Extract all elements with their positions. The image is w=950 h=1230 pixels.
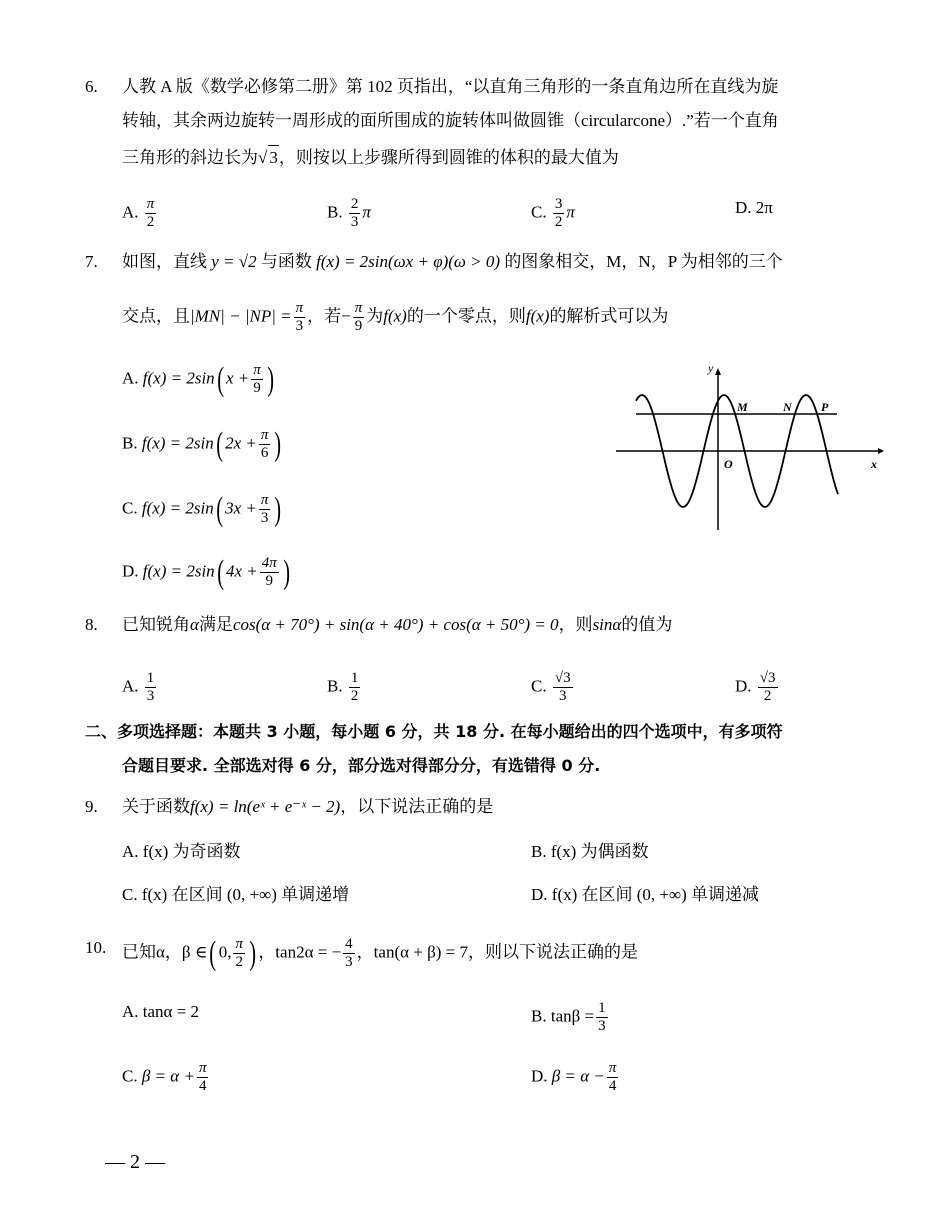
question-number: 7. (85, 252, 98, 271)
y-axis-arrow (715, 368, 721, 375)
option-a: A. tanα = 2 (122, 1002, 200, 1021)
question-text: 三角形的斜边长为√ 3，则按以上步骤所得到圆锥的体积的最大值为 (122, 145, 619, 170)
question-number: 8. (85, 615, 98, 634)
option-c: C. $\frac{√3}{3}$ (531, 670, 571, 704)
svg-text:y: y (708, 361, 714, 375)
section-heading: 二、多项选择题：本题共 3 小题，每小题 6 分，共 18 分. 在每小题给出的四个选项中，有多项符 (85, 722, 783, 741)
svg-text:O: O (724, 457, 733, 471)
option-a: A. f(x) 为奇函数 (122, 842, 241, 861)
svg-text:M: M (737, 400, 748, 414)
question-text: 关于函数f(x) = ln(eˣ + e⁻ˣ − 2)，以下说法正确的是 (122, 797, 494, 816)
option-d: D. 2π (735, 198, 773, 217)
question-number: 6. (85, 77, 98, 96)
option-c: C. f(x) 在区间 (0, +∞) 单调递增 (122, 885, 350, 904)
svg-text:N: N (783, 400, 792, 414)
section-heading: 合题目要求. 全部选对得 6 分，部分选对得部分分，有选错得 0 分. (122, 756, 601, 775)
option-c: C. f(x) = 2sin( 3x + $\frac{\pi}{3}$ ) (122, 490, 282, 528)
sine-graph-figure (600, 355, 900, 540)
option-c: C. β = α + $\frac{\pi}{4}$ (122, 1060, 207, 1094)
option-a: A. $\frac{1}{3}$ (122, 670, 155, 704)
question-text: 交点，且|MN| − |NP| = $\frac{\pi}{3}$ ，若− $\frac{\pi}{9}$ 为f(x)的一个零点，则f(x)的解析式可以为 (122, 300, 669, 334)
question-text: 人教 A 版《数学必修第二册》第 102 页指出，“以直角三角形的一条直角边所在直线为旋 (122, 77, 779, 96)
option-b: B. f(x) = 2sin( 2x + $\frac{\pi}{6}$ ) (122, 425, 282, 463)
option-c: C. $\frac{3}{2}$ π (531, 196, 575, 230)
x-axis-arrow (878, 448, 884, 454)
question-text: 转轴，其余两边旋转一周形成的面所围成的旋转体叫做圆锥（circularcone）.”若一个直角 (122, 111, 779, 130)
question-number: 9. (85, 797, 98, 816)
option-b: B. tanβ = $\frac{1}{3}$ (531, 1000, 606, 1034)
option-d: D. β = α − $\frac{\pi}{4}$ (531, 1060, 617, 1094)
page-number: — 2 — (105, 1151, 165, 1173)
question-text: 如图，直线 y = √2 与函数 f(x) = 2sin(ωx + φ)(ω > 0) 的图象相交，M，N，P 为相邻的三个 (122, 252, 783, 271)
question-text: 已知α，β ∈( 0, $\frac{\pi}{2}$ ) ，tan2α = − $\frac{4}{3}$ ，tan(α + β) = 7，则以下说法正确的是 (122, 934, 638, 972)
option-b: B. $\frac{1}{2}$ (327, 670, 359, 704)
option-d: D. $\frac{√3}{2}$ (735, 670, 776, 704)
question-text: 已知锐角α满足cos(α + 70°) + sin(α + 40°) + cos(α + 50°) = 0，则sinα的值为 (122, 615, 673, 634)
option-a: A. f(x) = 2sin( x + $\frac{\pi}{9}$ ) (122, 360, 274, 398)
option-d: D. f(x) = 2sin( 4x + $\frac{4\pi}{9}$ ) (122, 553, 290, 591)
option-d: D. f(x) 在区间 (0, +∞) 单调递减 (531, 885, 760, 904)
question-number: 10. (85, 938, 107, 957)
svg-text:P: P (821, 400, 829, 414)
option-b: B. $\frac{2}{3}$ π (327, 196, 371, 230)
svg-text:x: x (871, 457, 877, 471)
option-a: A. $\frac{\pi}{2}$ (122, 196, 155, 230)
option-b: B. f(x) 为偶函数 (531, 842, 649, 861)
